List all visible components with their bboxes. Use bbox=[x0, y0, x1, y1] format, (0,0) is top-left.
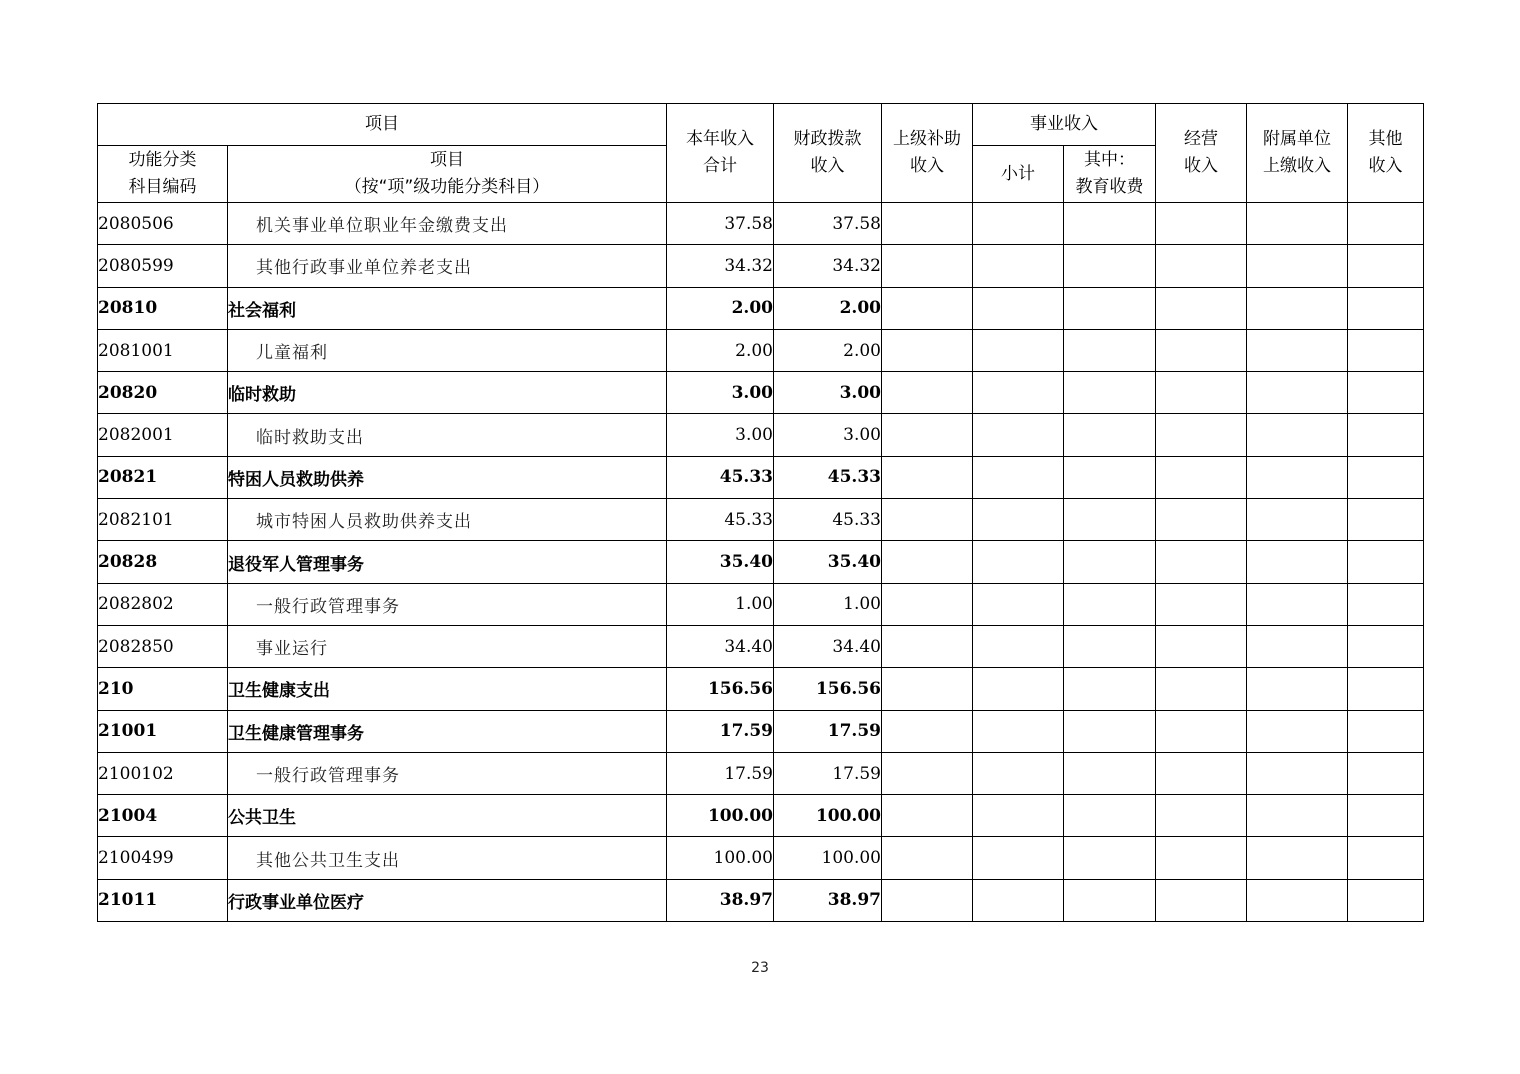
row-affiliated bbox=[1247, 625, 1348, 667]
row-name: 退役军人管理事务 bbox=[228, 541, 667, 583]
table-row bbox=[98, 245, 1424, 287]
row-business-subtotal bbox=[973, 837, 1064, 879]
table-row bbox=[98, 795, 1424, 837]
row-superior bbox=[882, 541, 973, 583]
row-name: 卫生健康支出 bbox=[228, 668, 667, 710]
table-row bbox=[98, 287, 1424, 329]
row-superior bbox=[882, 752, 973, 794]
row-business-subtotal bbox=[973, 414, 1064, 456]
row-affiliated bbox=[1247, 414, 1348, 456]
row-fiscal: 34.32 bbox=[774, 245, 882, 287]
row-code: 2082850 bbox=[98, 625, 228, 667]
income-table bbox=[97, 103, 1424, 922]
row-other bbox=[1348, 287, 1424, 329]
row-business-subtotal bbox=[973, 583, 1064, 625]
row-operating bbox=[1156, 837, 1247, 879]
row-superior bbox=[882, 668, 973, 710]
row-edu-fee bbox=[1064, 414, 1156, 456]
row-superior bbox=[882, 710, 973, 752]
row-code: 2082001 bbox=[98, 414, 228, 456]
row-edu-fee bbox=[1064, 456, 1156, 498]
row-code: 21011 bbox=[98, 879, 228, 921]
row-superior bbox=[882, 287, 973, 329]
row-total: 100.00 bbox=[667, 837, 774, 879]
row-affiliated bbox=[1247, 541, 1348, 583]
row-affiliated bbox=[1247, 837, 1348, 879]
affiliated-header: 附属单位 上缴收入 bbox=[1247, 104, 1348, 203]
row-total: 156.56 bbox=[667, 668, 774, 710]
row-total: 35.40 bbox=[667, 541, 774, 583]
row-business-subtotal bbox=[973, 795, 1064, 837]
table-row bbox=[98, 541, 1424, 583]
row-business-subtotal bbox=[973, 372, 1064, 414]
row-fiscal: 1.00 bbox=[774, 583, 882, 625]
table-row bbox=[98, 499, 1424, 541]
row-superior bbox=[882, 795, 973, 837]
row-superior bbox=[882, 499, 973, 541]
row-name: 行政事业单位医疗 bbox=[228, 879, 667, 921]
row-total: 1.00 bbox=[667, 583, 774, 625]
row-fiscal: 45.33 bbox=[774, 456, 882, 498]
row-total: 17.59 bbox=[667, 710, 774, 752]
table-row bbox=[98, 456, 1424, 498]
row-code: 2082802 bbox=[98, 583, 228, 625]
row-name: 城市特困人员救助供养支出 bbox=[228, 499, 667, 541]
row-edu-fee bbox=[1064, 203, 1156, 245]
table-row bbox=[98, 837, 1424, 879]
row-affiliated bbox=[1247, 203, 1348, 245]
row-fiscal: 17.59 bbox=[774, 710, 882, 752]
row-other bbox=[1348, 837, 1424, 879]
row-operating bbox=[1156, 583, 1247, 625]
row-name: 卫生健康管理事务 bbox=[228, 710, 667, 752]
code-header: 功能分类 科目编码 bbox=[98, 146, 228, 203]
row-other bbox=[1348, 668, 1424, 710]
row-affiliated bbox=[1247, 372, 1348, 414]
row-operating bbox=[1156, 456, 1247, 498]
row-code: 21004 bbox=[98, 795, 228, 837]
row-operating bbox=[1156, 795, 1247, 837]
row-business-subtotal bbox=[973, 879, 1064, 921]
row-business-subtotal bbox=[973, 710, 1064, 752]
project-header: 项目 bbox=[98, 104, 667, 146]
row-fiscal: 156.56 bbox=[774, 668, 882, 710]
row-name: 其他行政事业单位养老支出 bbox=[228, 245, 667, 287]
row-code: 21001 bbox=[98, 710, 228, 752]
row-superior bbox=[882, 329, 973, 371]
row-code: 20810 bbox=[98, 287, 228, 329]
row-edu-fee bbox=[1064, 583, 1156, 625]
row-affiliated bbox=[1247, 795, 1348, 837]
row-name: 一般行政管理事务 bbox=[228, 752, 667, 794]
row-total: 2.00 bbox=[667, 287, 774, 329]
total-header: 本年收入 合计 bbox=[667, 104, 774, 203]
row-other bbox=[1348, 541, 1424, 583]
fiscal-header: 财政拨款 收入 bbox=[774, 104, 882, 203]
row-superior bbox=[882, 372, 973, 414]
row-affiliated bbox=[1247, 668, 1348, 710]
row-name: 机关事业单位职业年金缴费支出 bbox=[228, 203, 667, 245]
row-fiscal: 45.33 bbox=[774, 499, 882, 541]
row-edu-fee bbox=[1064, 372, 1156, 414]
table-row bbox=[98, 414, 1424, 456]
row-total: 3.00 bbox=[667, 372, 774, 414]
row-code: 2082101 bbox=[98, 499, 228, 541]
row-business-subtotal bbox=[973, 499, 1064, 541]
row-name: 一般行政管理事务 bbox=[228, 583, 667, 625]
row-name: 临时救助 bbox=[228, 372, 667, 414]
row-fiscal: 17.59 bbox=[774, 752, 882, 794]
row-code: 2080599 bbox=[98, 245, 228, 287]
row-business-subtotal bbox=[973, 456, 1064, 498]
row-business-subtotal bbox=[973, 541, 1064, 583]
row-operating bbox=[1156, 499, 1247, 541]
edu-header: 其中： 教育收费 bbox=[1064, 146, 1156, 203]
row-affiliated bbox=[1247, 879, 1348, 921]
row-other bbox=[1348, 245, 1424, 287]
row-edu-fee bbox=[1064, 668, 1156, 710]
row-edu-fee bbox=[1064, 245, 1156, 287]
row-fiscal: 37.58 bbox=[774, 203, 882, 245]
row-business-subtotal bbox=[973, 203, 1064, 245]
row-fiscal: 100.00 bbox=[774, 795, 882, 837]
row-operating bbox=[1156, 203, 1247, 245]
row-code: 210 bbox=[98, 668, 228, 710]
row-fiscal: 38.97 bbox=[774, 879, 882, 921]
row-code: 2080506 bbox=[98, 203, 228, 245]
other-header: 其他 收入 bbox=[1348, 104, 1424, 203]
row-operating bbox=[1156, 372, 1247, 414]
row-operating bbox=[1156, 710, 1247, 752]
row-operating bbox=[1156, 668, 1247, 710]
row-business-subtotal bbox=[973, 245, 1064, 287]
row-code: 2100102 bbox=[98, 752, 228, 794]
page-number: 23 bbox=[751, 960, 769, 976]
row-other bbox=[1348, 710, 1424, 752]
row-edu-fee bbox=[1064, 879, 1156, 921]
row-total: 3.00 bbox=[667, 414, 774, 456]
row-superior bbox=[882, 879, 973, 921]
row-superior bbox=[882, 583, 973, 625]
row-other bbox=[1348, 203, 1424, 245]
row-other bbox=[1348, 456, 1424, 498]
row-fiscal: 3.00 bbox=[774, 414, 882, 456]
row-total: 45.33 bbox=[667, 456, 774, 498]
table-row bbox=[98, 583, 1424, 625]
row-name: 临时救助支出 bbox=[228, 414, 667, 456]
row-edu-fee bbox=[1064, 795, 1156, 837]
row-total: 34.32 bbox=[667, 245, 774, 287]
table-row bbox=[98, 752, 1424, 794]
subtotal-header: 小计 bbox=[973, 146, 1064, 203]
row-operating bbox=[1156, 329, 1247, 371]
row-superior bbox=[882, 837, 973, 879]
row-edu-fee bbox=[1064, 541, 1156, 583]
table-row bbox=[98, 710, 1424, 752]
row-fiscal: 2.00 bbox=[774, 287, 882, 329]
row-affiliated bbox=[1247, 499, 1348, 541]
row-edu-fee bbox=[1064, 837, 1156, 879]
row-total: 38.97 bbox=[667, 879, 774, 921]
row-other bbox=[1348, 879, 1424, 921]
row-total: 45.33 bbox=[667, 499, 774, 541]
row-affiliated bbox=[1247, 329, 1348, 371]
row-edu-fee bbox=[1064, 329, 1156, 371]
row-code: 2081001 bbox=[98, 329, 228, 371]
row-other bbox=[1348, 583, 1424, 625]
row-operating bbox=[1156, 287, 1247, 329]
row-edu-fee bbox=[1064, 752, 1156, 794]
row-operating bbox=[1156, 752, 1247, 794]
row-other bbox=[1348, 499, 1424, 541]
row-superior bbox=[882, 414, 973, 456]
row-code: 20821 bbox=[98, 456, 228, 498]
row-other bbox=[1348, 414, 1424, 456]
table-row bbox=[98, 329, 1424, 371]
row-operating bbox=[1156, 245, 1247, 287]
row-edu-fee bbox=[1064, 499, 1156, 541]
row-code: 20828 bbox=[98, 541, 228, 583]
row-total: 37.58 bbox=[667, 203, 774, 245]
table-row bbox=[98, 203, 1424, 245]
table-body bbox=[98, 203, 1424, 922]
row-code: 20820 bbox=[98, 372, 228, 414]
row-code: 2100499 bbox=[98, 837, 228, 879]
row-business-subtotal bbox=[973, 668, 1064, 710]
row-business-subtotal bbox=[973, 287, 1064, 329]
row-fiscal: 3.00 bbox=[774, 372, 882, 414]
row-total: 34.40 bbox=[667, 625, 774, 667]
row-name: 其他公共卫生支出 bbox=[228, 837, 667, 879]
row-affiliated bbox=[1247, 710, 1348, 752]
row-name: 社会福利 bbox=[228, 287, 667, 329]
row-other bbox=[1348, 795, 1424, 837]
row-total: 17.59 bbox=[667, 752, 774, 794]
row-affiliated bbox=[1247, 287, 1348, 329]
row-name: 儿童福利 bbox=[228, 329, 667, 371]
table-row bbox=[98, 372, 1424, 414]
row-other bbox=[1348, 752, 1424, 794]
row-affiliated bbox=[1247, 752, 1348, 794]
row-name: 事业运行 bbox=[228, 625, 667, 667]
row-superior bbox=[882, 625, 973, 667]
row-fiscal: 35.40 bbox=[774, 541, 882, 583]
row-affiliated bbox=[1247, 245, 1348, 287]
table-row bbox=[98, 879, 1424, 921]
row-edu-fee bbox=[1064, 625, 1156, 667]
row-affiliated bbox=[1247, 456, 1348, 498]
row-business-subtotal bbox=[973, 625, 1064, 667]
row-business-subtotal bbox=[973, 329, 1064, 371]
row-operating bbox=[1156, 541, 1247, 583]
table-row bbox=[98, 625, 1424, 667]
operating-header: 经营 收入 bbox=[1156, 104, 1247, 203]
row-business-subtotal bbox=[973, 752, 1064, 794]
row-edu-fee bbox=[1064, 287, 1156, 329]
row-edu-fee bbox=[1064, 710, 1156, 752]
row-other bbox=[1348, 372, 1424, 414]
row-fiscal: 34.40 bbox=[774, 625, 882, 667]
name-header: 项目 （按“项”级功能分类科目） bbox=[228, 146, 667, 203]
table-row bbox=[98, 668, 1424, 710]
row-fiscal: 2.00 bbox=[774, 329, 882, 371]
row-other bbox=[1348, 625, 1424, 667]
row-operating bbox=[1156, 625, 1247, 667]
superior-header: 上级补助 收入 bbox=[882, 104, 973, 203]
row-affiliated bbox=[1247, 583, 1348, 625]
row-superior bbox=[882, 245, 973, 287]
row-fiscal: 100.00 bbox=[774, 837, 882, 879]
row-operating bbox=[1156, 879, 1247, 921]
business-header: 事业收入 bbox=[973, 104, 1156, 146]
row-name: 公共卫生 bbox=[228, 795, 667, 837]
row-superior bbox=[882, 203, 973, 245]
row-other bbox=[1348, 329, 1424, 371]
row-name: 特困人员救助供养 bbox=[228, 456, 667, 498]
row-total: 2.00 bbox=[667, 329, 774, 371]
row-superior bbox=[882, 456, 973, 498]
row-operating bbox=[1156, 414, 1247, 456]
row-total: 100.00 bbox=[667, 795, 774, 837]
